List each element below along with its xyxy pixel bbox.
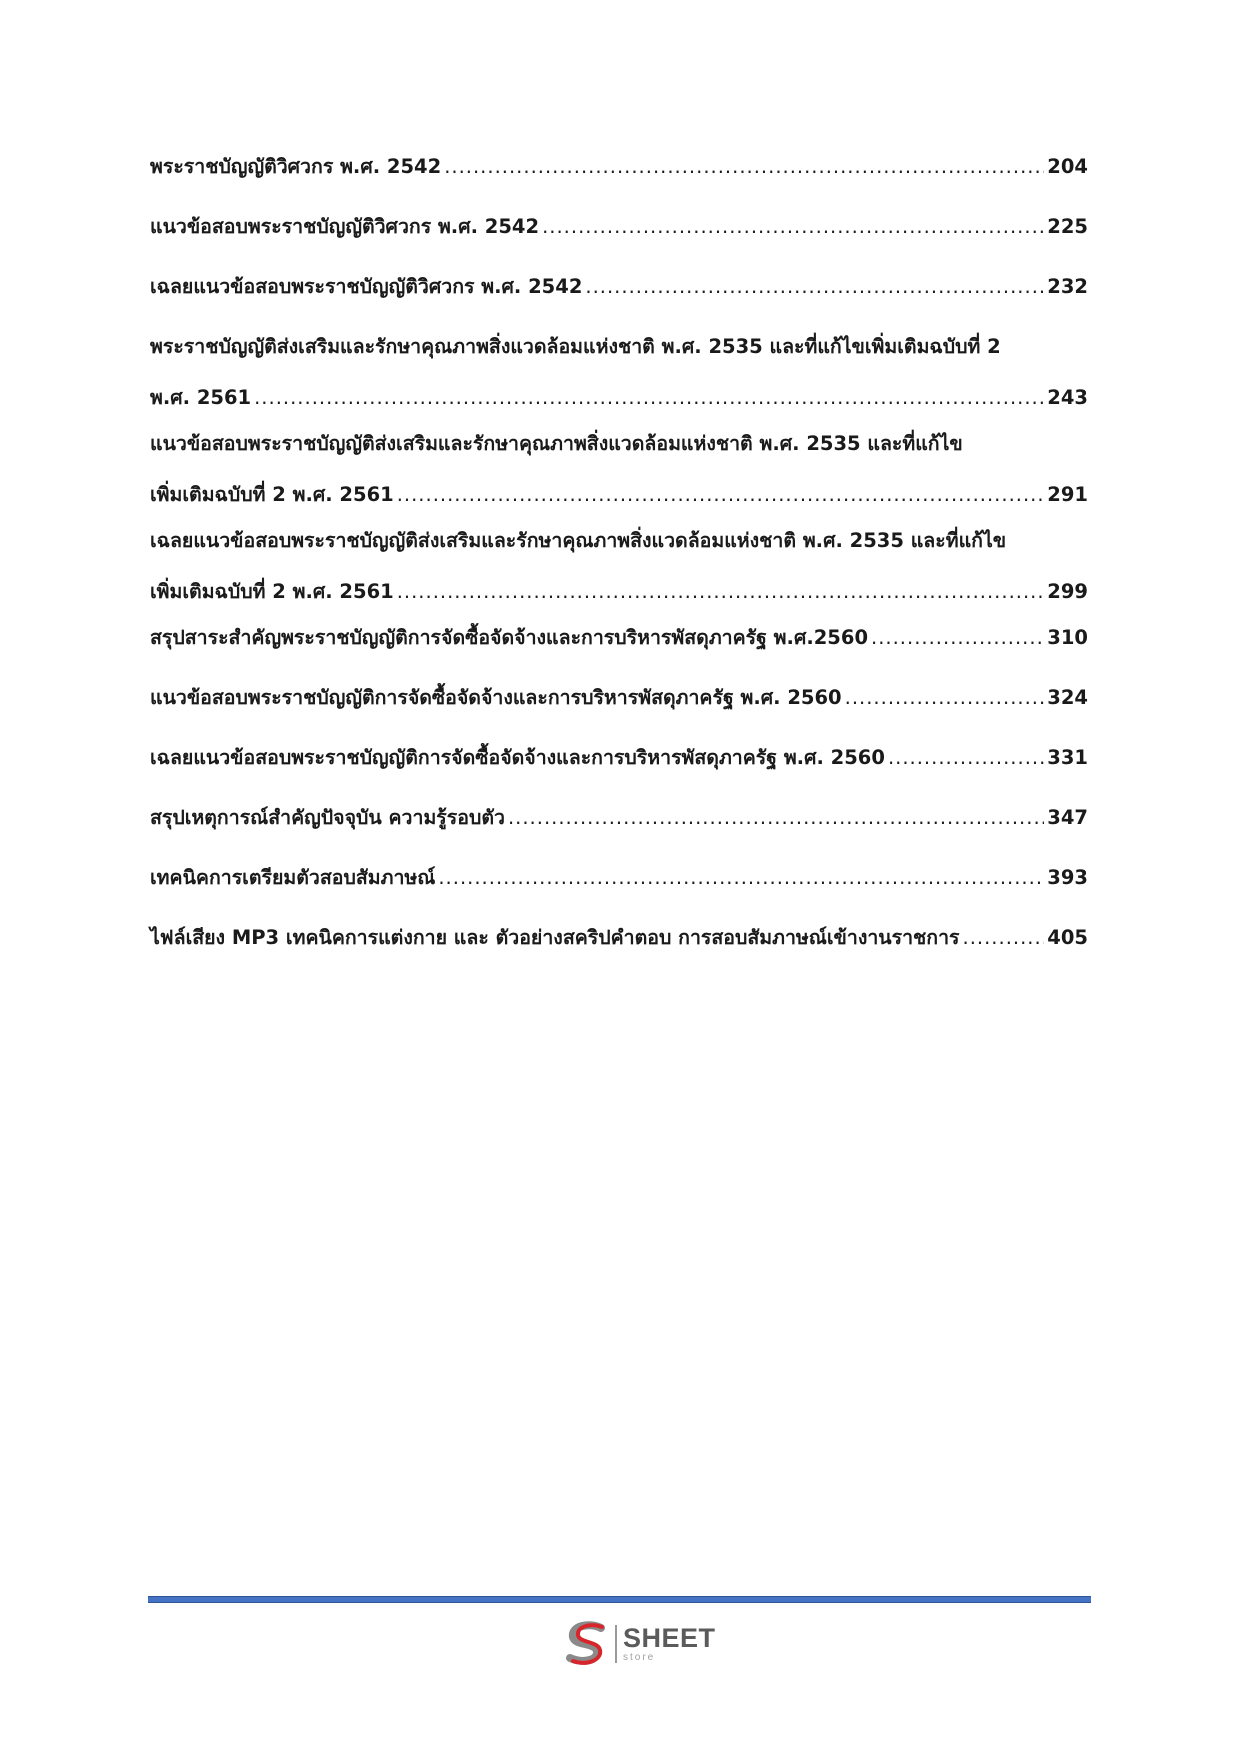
toc-line xyxy=(150,152,1088,182)
toc-leader-dots xyxy=(397,577,1045,607)
toc-entry-title: พระราชบัญญัติวิศวกร พ.ศ. 2542 xyxy=(150,155,442,178)
toc-entry-title: สรุปสาระสำคัญพระราชบัญญัติการจัดซื้อจัดจ้างและการบริหารพัสดุภาครัฐ พ.ศ.2560 xyxy=(150,626,869,649)
toc-entry-title: เฉลยแนวข้อสอบพระราชบัญญัติวิศวกร พ.ศ. 2542 xyxy=(150,275,583,298)
toc-entry[interactable] xyxy=(150,272,1088,302)
toc-entry[interactable] xyxy=(150,212,1088,242)
toc-entry-title-line-2: เพิ่มเติมฉบับที่ 2 พ.ศ. 2561 xyxy=(150,483,394,506)
toc-leader-dots xyxy=(888,743,1044,773)
logo-brand-sub: store xyxy=(623,1652,656,1663)
toc-line xyxy=(150,272,1088,302)
toc-line xyxy=(150,743,1088,773)
logo-brand-main: SHEET xyxy=(623,1623,716,1653)
toc-line xyxy=(150,212,1088,242)
toc-line xyxy=(150,623,1088,653)
toc-line xyxy=(150,683,1088,713)
toc-line xyxy=(150,577,1088,607)
toc-entry-title: แนวข้อสอบพระราชบัญญัติวิศวกร พ.ศ. 2542 xyxy=(150,215,540,238)
toc-entry-title-line-1: พระราชบัญญัติส่งเสริมและรักษาคุณภาพสิ่งแวดล้อมแห่งชาติ พ.ศ. 2535 และที่แก้ไขเพิ่มเติมฉบับที่ 2 xyxy=(150,335,1001,358)
toc-leader-dots xyxy=(438,863,1044,893)
toc-leader-dots xyxy=(444,152,1044,182)
sheet-store-logo[interactable] xyxy=(561,1620,761,1668)
toc-entry-title-line-2: เพิ่มเติมฉบับที่ 2 พ.ศ. 2561 xyxy=(150,580,394,603)
toc-leader-dots xyxy=(542,212,1044,242)
toc-line xyxy=(150,923,1088,953)
toc-leader-dots xyxy=(845,683,1045,713)
toc-entry[interactable] xyxy=(150,683,1088,713)
toc-leader-dots xyxy=(871,623,1044,653)
toc-entry-title: สรุปเหตุการณ์สำคัญปัจจุบัน ความรู้รอบตัว xyxy=(150,806,505,829)
toc-entry[interactable] xyxy=(150,863,1088,893)
toc-entry-page: 204 xyxy=(1047,155,1088,178)
toc-leader-dots xyxy=(397,480,1045,510)
toc-line xyxy=(150,863,1088,893)
toc-line xyxy=(150,803,1088,833)
toc-entry[interactable] xyxy=(150,332,1088,413)
footer-divider xyxy=(148,1596,1091,1603)
toc-entry[interactable] xyxy=(150,623,1088,653)
toc-entry-title-line-1: เฉลยแนวข้อสอบพระราชบัญญัติส่งเสริมและรักษาคุณภาพสิ่งแวดล้อมแห่งชาติ พ.ศ. 2535 และที่แก้ไข xyxy=(150,529,1007,552)
toc-leader-dots xyxy=(963,923,1045,953)
toc-entry[interactable] xyxy=(150,923,1088,953)
toc-entry-title: แนวข้อสอบพระราชบัญญัติการจัดซื้อจัดจ้างและการบริหารพัสดุภาครัฐ พ.ศ. 2560 xyxy=(150,686,842,709)
toc-entry-page: 225 xyxy=(1047,215,1088,238)
logo-separator xyxy=(615,1625,617,1663)
toc-entry-page: 291 xyxy=(1047,483,1088,506)
toc-entry-title-line-2: พ.ศ. 2561 xyxy=(150,386,252,409)
toc-entry-page: 243 xyxy=(1047,386,1088,409)
toc-entry-title: ไฟล์เสียง MP3 เทคนิคการแต่งกาย และ ตัวอย่างสคริปคำตอบ การสอบสัมภาษณ์เข้างานราชการ xyxy=(150,926,960,949)
toc-leader-dots xyxy=(585,272,1044,302)
toc-entry-page: 324 xyxy=(1047,686,1088,709)
toc-entry[interactable] xyxy=(150,743,1088,773)
toc-entry-page: 347 xyxy=(1047,806,1088,829)
toc-entry-page: 331 xyxy=(1047,746,1088,769)
toc-entry-page: 232 xyxy=(1047,275,1088,298)
logo-wordmark xyxy=(623,1625,716,1663)
toc-entry-title-line-1: แนวข้อสอบพระราชบัญญัติส่งเสริมและรักษาคุณภาพสิ่งแวดล้อมแห่งชาติ พ.ศ. 2535 และที่แก้ไข xyxy=(150,432,963,455)
toc-entry-page: 405 xyxy=(1047,926,1088,949)
toc-entry-title: เฉลยแนวข้อสอบพระราชบัญญัติการจัดซื้อจัดจ้างและการบริหารพัสดุภาครัฐ พ.ศ. 2560 xyxy=(150,746,885,769)
toc-leader-dots xyxy=(508,803,1044,833)
toc-leader-dots xyxy=(254,383,1044,413)
toc-entry[interactable] xyxy=(150,526,1088,607)
toc-entry-page: 310 xyxy=(1047,626,1088,649)
sheet-store-s-logo-icon xyxy=(561,1620,611,1668)
toc-entry-page: 299 xyxy=(1047,580,1088,603)
toc-entry[interactable] xyxy=(150,152,1088,182)
toc-entry-page: 393 xyxy=(1047,866,1088,889)
toc-line xyxy=(150,383,1088,413)
table-of-contents xyxy=(150,152,1088,983)
toc-line xyxy=(150,480,1088,510)
toc-entry[interactable] xyxy=(150,429,1088,510)
toc-entry[interactable] xyxy=(150,803,1088,833)
toc-entry-title: เทคนิคการเตรียมตัวสอบสัมภาษณ์ xyxy=(150,866,436,889)
